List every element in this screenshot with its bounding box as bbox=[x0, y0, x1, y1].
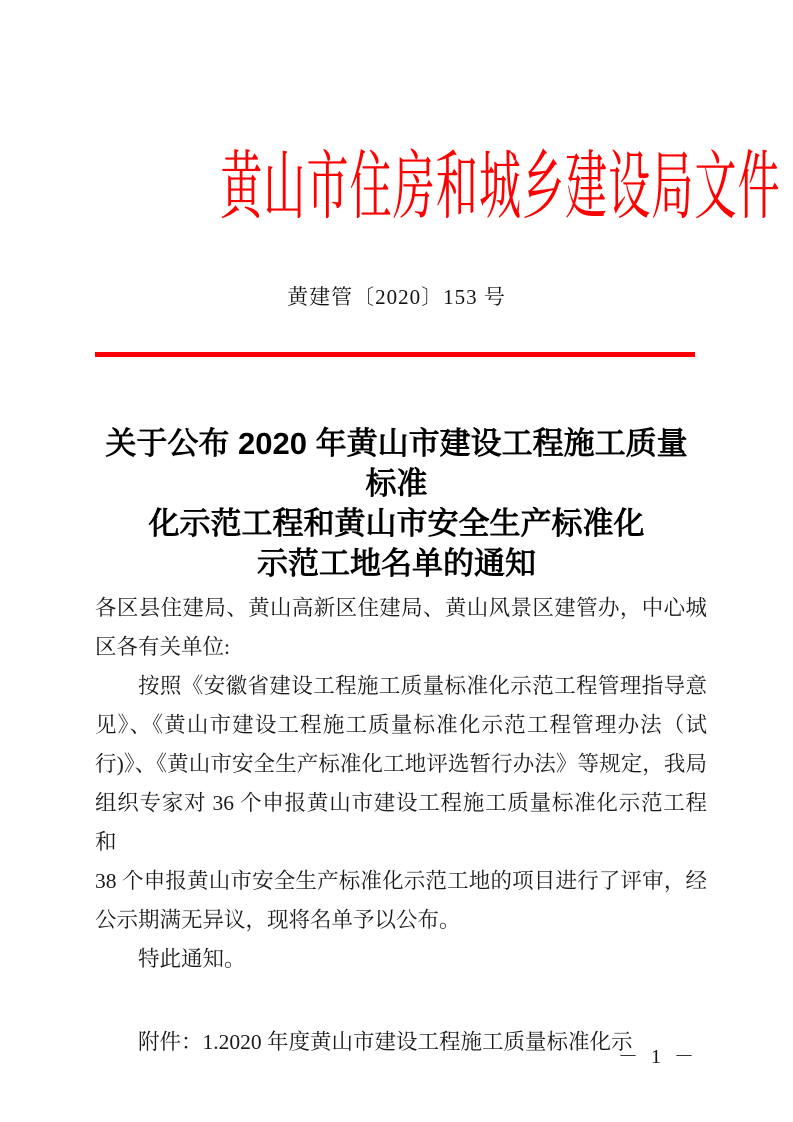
body-line: 行)》、《黄山市安全生产标准化工地评选暂行办法》等规定，我局 bbox=[95, 752, 707, 776]
doc-number: 黄建管〔2020〕153 号 bbox=[287, 285, 506, 309]
body-line: 组织专家对 36 个申报黄山市建设工程施工质量标准化示范工程和 bbox=[95, 791, 707, 854]
body-line: 38 个申报黄山市安全生产标准化示范工地的项目进行了评审，经 bbox=[95, 869, 707, 893]
title-line: 化示范工程和黄山市安全生产标准化 bbox=[148, 506, 645, 541]
title-line: 示范工地名单的通知 bbox=[257, 546, 536, 581]
org-title-text: 黄山市住房和城乡建设局文件 bbox=[220, 146, 781, 229]
body-line: 公示期满无异议，现将名单予以公布。 bbox=[95, 908, 461, 932]
document-title bbox=[90, 424, 703, 584]
attachment-line: 附件：1.2020 年度黄山市建设工程施工质量标准化示 bbox=[138, 1030, 633, 1054]
body-line: 按照《安徽省建设工程施工质量标准化示范工程管理指导意 bbox=[138, 674, 707, 698]
body-line: 特此通知。 bbox=[138, 947, 246, 971]
title-line: 关于公布 2020 年黄山市建设工程施工质量标准 bbox=[105, 426, 688, 501]
org-title-banner bbox=[0, 138, 793, 238]
red-divider-line bbox=[95, 352, 695, 357]
body-line: 区各有关单位: bbox=[95, 635, 230, 659]
body-line: 见》、《黄山市建设工程施工质量标准化示范工程管理办法（试 bbox=[95, 713, 707, 737]
body-text bbox=[95, 589, 707, 1062]
page-number: － 1 － bbox=[618, 1046, 698, 1068]
body-line: 各区县住建局、黄山高新区住建局、黄山风景区建管办，中心城 bbox=[95, 596, 707, 620]
